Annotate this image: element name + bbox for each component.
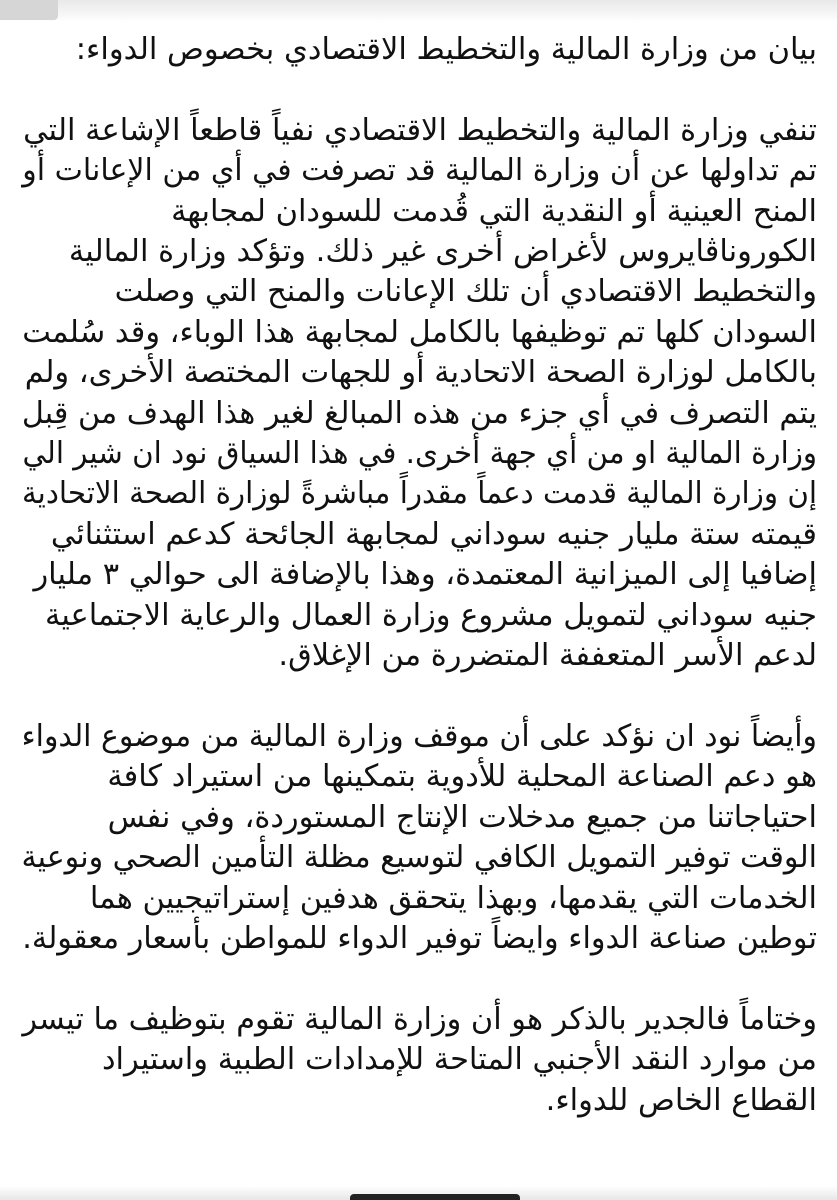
top-corner-mark (0, 0, 58, 20)
text-line: من موارد النقد الأجنبي المتاحة للإمدادات الطبية واستيراد (101, 1042, 817, 1078)
text-line: وأيضاً نود ان نؤكد على أن موقف وزارة المالية من موضوع الدواء (21, 718, 818, 754)
paragraph-spacer (22, 959, 817, 999)
text-line: المنح العينية أو النقدية التي قُدمت للسودان لمجابهة (171, 193, 817, 229)
text-line: جنيه سوداني لتمويل مشروع وزارة العمال والرعاية الاجتماعية (44, 597, 817, 633)
statement-title: بيان من وزارة المالية والتخطيط الاقتصادي بخصوص الدواء: (75, 32, 817, 67)
text-line: القطاع الخاص للدواء. (545, 1082, 817, 1118)
top-edge-strip (0, 0, 837, 22)
text-line: إن وزارة المالية قدمت دعماً مقدراً مباشرةً لوزارة الصحة الاتحادية (21, 476, 817, 512)
paragraph-1 (22, 111, 817, 677)
text-line: لدعم الأسر المتعففة المتضررة من الإغلاق. (278, 638, 817, 674)
paragraph-spacer (22, 676, 817, 716)
text-line: يتم التصرف في أي جزء من هذه المبالغ لغير هذا الهدف من قِبل (21, 395, 817, 431)
text-line: تنفي وزارة المالية والتخطيط الاقتصادي نفياً قاطعاً الإشاعة التي (23, 112, 817, 148)
text-line: بالكامل لوزارة الصحة الاتحادية أو للجهات المختصة الأخرى، ولم (24, 355, 817, 391)
paragraph-spacer (22, 70, 817, 110)
paragraph-2 (22, 717, 817, 959)
text-line: الخدمات التي يقدمها، وبهذا يتحقق هدفين إستراتيجيين هما (89, 880, 817, 916)
paragraph-3 (22, 1000, 817, 1121)
text-line: وزارة المالية او من أي جهة أخرى. في هذا السياق نود ان شير الي (22, 436, 817, 472)
text-line: قيمته ستة مليار جنيه سوداني لمجابهة الجائحة كدعم استثنائي (50, 516, 817, 552)
home-indicator-bar (350, 1194, 520, 1200)
text-line: وختاماً فالجدير بالذكر هو أن وزارة المالية تقوم بتوظيف ما تيسر (22, 1001, 818, 1037)
text-line: احتياجاتنا من جميع مدخلات الإنتاج المستوردة، وفي نفس (107, 799, 817, 835)
text-line: الكوروناڤايروس لأغراض أخرى غير ذلك. وتؤكد وزارة المالية (68, 234, 817, 270)
text-line: إضافيا إلى الميزانية المعتمدة، وهذا بالإضافة الى حوالي ٣ مليار (33, 557, 817, 593)
text-line: تم تداولها عن أن وزارة المالية قد تصرفت في أي من الإعانات أو (22, 153, 817, 189)
text-line: توطين صناعة الدواء وايضاً توفير الدواء للمواطن بأسعار معقولة. (22, 920, 818, 956)
statement-text (22, 30, 817, 1121)
text-line: السودان كلها تم توظيفها بالكامل لمجابهة هذا الوباء، وقد سُلمت (22, 314, 818, 350)
text-line: هو دعم الصناعة المحلية للأدوية بتمكينها من استيراد كافة (107, 759, 817, 795)
text-line: الوقت توفير التمويل الكافي لتوسيع مظلة التأمين الصحي ونوعية (21, 840, 817, 876)
text-line: والتخطيط الاقتصادي أن تلك الإعانات والمنح التي وصلت (114, 274, 817, 310)
